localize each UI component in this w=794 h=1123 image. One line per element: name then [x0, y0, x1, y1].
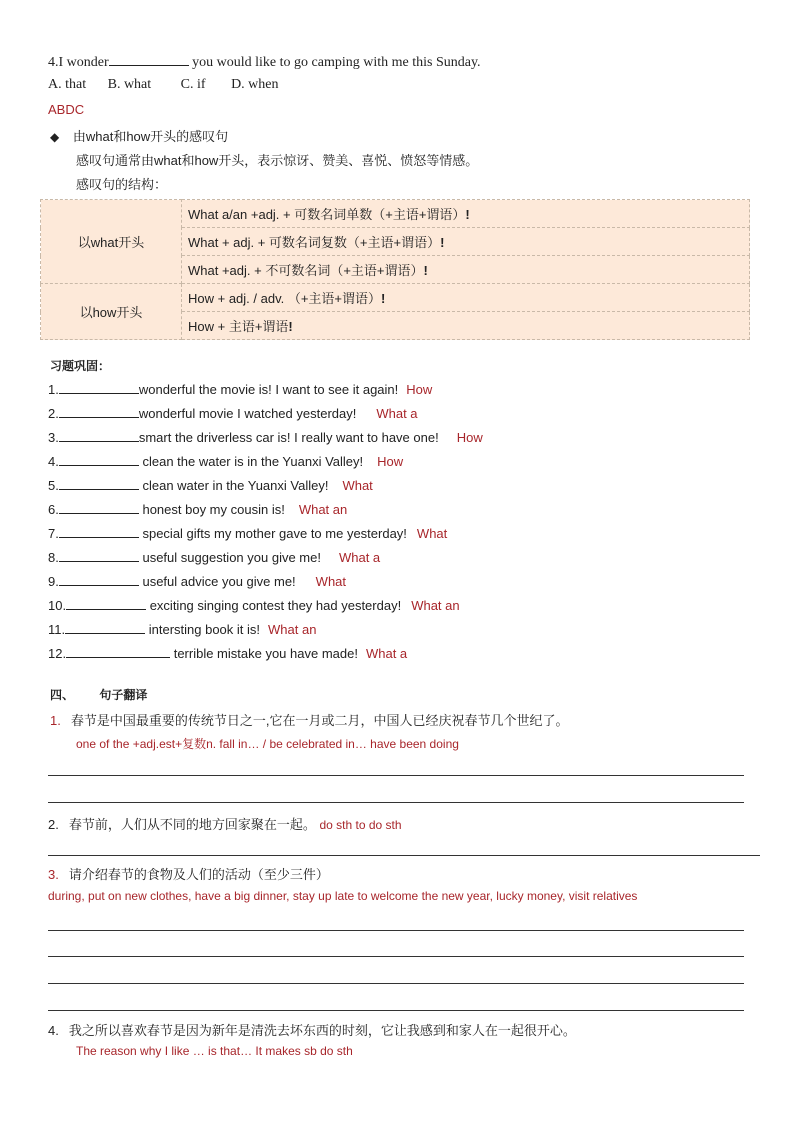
answer-line [48, 956, 744, 957]
translation-q4-hint: The reason why I like … is that… It makes sb do sth [76, 1044, 353, 1058]
practice-item: 11. intersting book it is! What an [48, 622, 317, 637]
answer-line [48, 930, 744, 931]
translation-q4: 4. 我之所以喜欢春节是因为新年是清洗去坏东西的时刻，它让我感到和家人在一起很开心。 [48, 1023, 576, 1038]
translation-q1: 1. 春节是中国最重要的传统节日之一,它在一月或二月，中国人已经庆祝春节几个世纪了。 [50, 713, 569, 728]
what-head: 以what开头 [41, 200, 182, 284]
how-head: 以how开头 [41, 284, 182, 340]
question-4-pre: 4.I wonder [48, 55, 109, 70]
translation-heading [50, 686, 147, 703]
answer-line [48, 775, 744, 776]
what-rule-3: What +adj. + 不可数名词（+主语+谓语）! [182, 256, 750, 284]
grammar-table [40, 199, 750, 340]
how-rule-2: How + 主语+谓语! [182, 312, 750, 340]
practice-item: 3. smart the driverless car is! I really want to have one! How [48, 430, 483, 445]
structure-label: 感叹句的结构： [76, 177, 168, 192]
answer-line [48, 802, 744, 803]
practice-item: 8. useful suggestion you give me! What a [48, 550, 381, 565]
practice-item: 10. exciting singing contest they had yesterday! What an [48, 598, 460, 613]
section-heading [50, 126, 228, 145]
answer-blank [109, 53, 189, 66]
practice-item: 7. special gifts my mother gave to me yesterday! What [48, 526, 448, 541]
what-rule-2: What + adj. + 可数名词复数（+主语+谓语）! [182, 228, 750, 256]
question-4-stem [48, 53, 481, 71]
practice-item: 2. wonderful movie I watched yesterday! What a [48, 406, 418, 421]
practice-item: 1. wonderful the movie is! I want to see it again! How [48, 382, 433, 397]
translation-q3-hint: during, put on new clothes, have a big dinner, stay up late to welcome the new year, lucky money, visit relatives [48, 889, 638, 903]
practice-title: 习题巩固： [50, 359, 111, 373]
answer-key: ABDC [48, 102, 85, 117]
practice-item: 12. terrible mistake you have made! What a [48, 646, 408, 661]
translation-q2: 2. 春节前，人们从不同的地方回家聚在一起。 do sth to do sth [48, 817, 402, 832]
option-d: D. when [231, 77, 279, 92]
translation-q1-hint: one of the +adj.est+复数n. fall in… / be celebrated in… have been doing [76, 737, 459, 751]
question-4-post: you would like to go camping with me this Sunday. [192, 55, 481, 70]
what-rule-1: What a/an +adj. + 可数名词单数（+主语+谓语）! [182, 200, 750, 228]
diamond-bullet-icon: ◆ [50, 130, 60, 144]
heading-text: 由what和how开头的感叹句 [72, 129, 229, 144]
option-c: C. if [180, 77, 206, 92]
answer-line [48, 855, 760, 856]
section-number: 四、 [50, 688, 75, 702]
how-rule-1: How + adj. / adv. （+主语+谓语）! [182, 284, 750, 312]
question-4-options [48, 77, 279, 93]
practice-item: 9. useful advice you give me! What [48, 574, 347, 589]
section-description: 感叹句通常由what和how开头，表示惊讶、赞美、喜悦、愤怒等情感。 [76, 153, 479, 168]
translation-q3: 3. 请介绍春节的食物及人们的活动（至少三件） [48, 867, 329, 882]
practice-item: 6. honest boy my cousin is! What an [48, 502, 348, 517]
practice-item: 4. clean the water is in the Yuanxi Valley! How [48, 454, 404, 469]
answer-line [48, 983, 744, 984]
option-a: A. that [48, 77, 87, 92]
practice-item: 5. clean water in the Yuanxi Valley! What [48, 478, 373, 493]
answer-line [48, 1010, 744, 1011]
section-title: 句子翻译 [99, 688, 148, 702]
option-b: B. what [107, 77, 152, 92]
